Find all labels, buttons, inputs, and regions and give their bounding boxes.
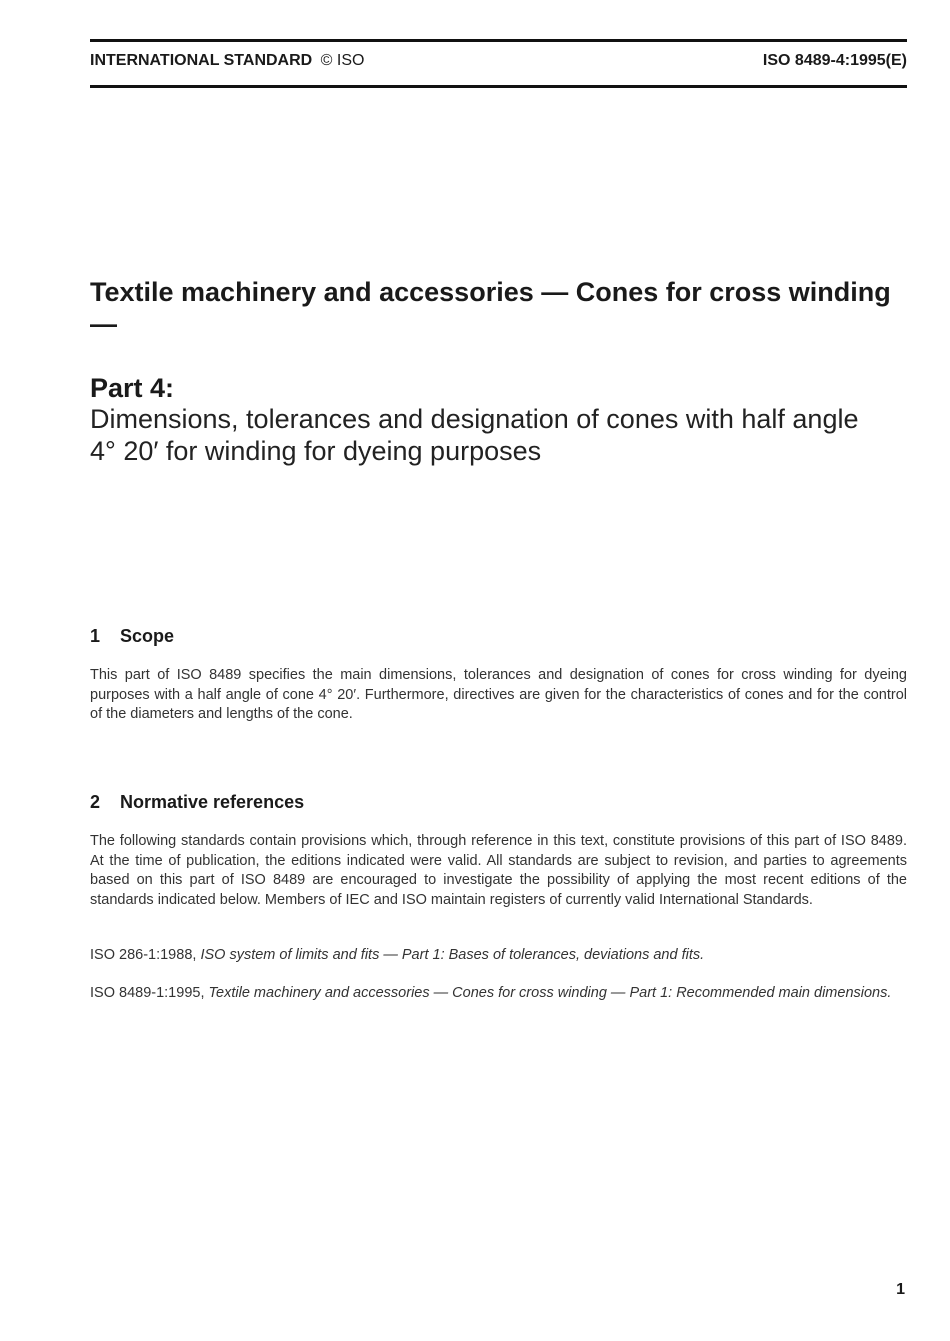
reference-title: ISO system of limits and fits — Part 1: Bases of tolerances, deviations and fits. <box>200 947 705 963</box>
section-heading-scope <box>90 626 174 647</box>
standard-label: INTERNATIONAL STANDARD <box>90 52 313 69</box>
normative-references-paragraph: The following standards contain provisions which, through reference in this text, constitute provisions of this part of ISO 8489. At the time of publication, the editions indicated were valid. All standards are subject to revision, and parties to agreements based on this part of ISO 8489 are encouraged to investigate the possibility of applying the most recent editions of the standards indicated below. Members of IEC and ISO maintain registers of currently valid International Standards. <box>90 833 907 908</box>
header-standard-label <box>90 52 364 70</box>
header-top-rule <box>90 39 907 42</box>
part-label: Part 4: <box>90 373 175 403</box>
reference-code: ISO 286-1:1988, <box>90 947 197 963</box>
section-number: 1 <box>90 626 101 646</box>
scope-paragraph: This part of ISO 8489 specifies the main dimensions, tolerances and designation of cones for cross winding for dyeing purposes with a half angle of cone 4° 20′. Furthermore, directives are given for the characteristics of cones and for the control of the diameters and lengths of the cone. <box>90 667 907 722</box>
standard-designation: ISO 8489-4:1995(E) <box>762 52 907 69</box>
page-number: 1 <box>896 1281 905 1298</box>
section-title: Normative references <box>120 792 305 812</box>
section-number: 2 <box>90 792 101 812</box>
reference-title: Textile machinery and accessories — Cones for cross winding — Part 1: Recommended main dimensions. <box>208 985 892 1001</box>
copyright-notice: © ISO <box>320 52 365 69</box>
section-title: Scope <box>120 626 175 646</box>
reference-item <box>90 946 907 966</box>
reference-item <box>90 984 907 1004</box>
document-title: Textile machinery and accessories — Cones for cross winding — <box>90 277 891 339</box>
part-subtitle: Dimensions, tolerances and designation of cones with half angle 4° 20′ for winding for dyeing purposes <box>90 404 859 466</box>
reference-code: ISO 8489-1:1995, <box>90 985 205 1001</box>
header-bottom-rule <box>90 85 907 88</box>
section-heading-normative-references <box>90 792 304 813</box>
